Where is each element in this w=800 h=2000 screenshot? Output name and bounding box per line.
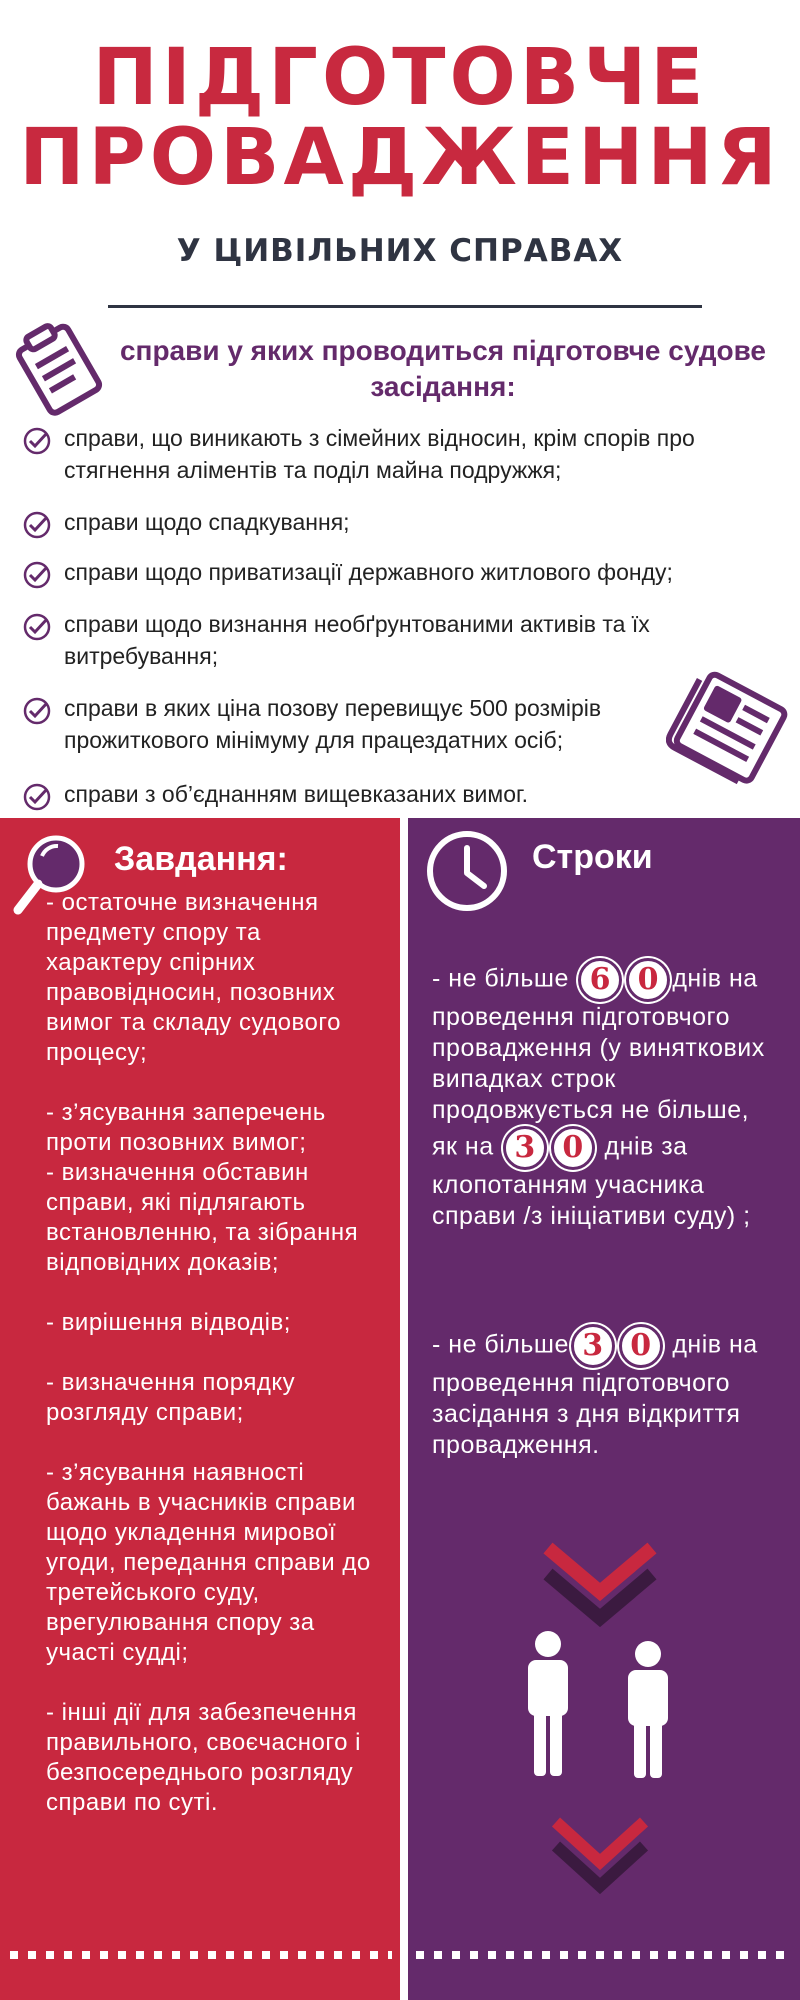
checkmark-icon — [20, 426, 54, 456]
digit-badge: 3 — [503, 1126, 547, 1170]
case-text: справи, що виникають з сімейних відносин, крім спорів про стягнення аліментів та поділ майна подружжя; — [64, 425, 695, 483]
dotted-divider — [0, 1951, 800, 1959]
clock-icon — [424, 828, 510, 914]
term-1-prefix: - не більше — [432, 964, 569, 993]
checkmark-icon — [20, 782, 54, 812]
checkmark-icon — [20, 612, 54, 642]
term-2-prefix: - не більше — [432, 1330, 569, 1359]
case-text: справи щодо визнання необґрунтованими активів та їх витребування; — [64, 611, 650, 669]
terms-title: Строки — [532, 838, 653, 876]
list-item: - з’ясування заперечень проти позовних вимог; — [46, 1099, 326, 1156]
digit-badge: 6 — [578, 958, 622, 1002]
checkmark-icon — [20, 510, 54, 540]
chevron-down-icon — [540, 1540, 660, 1630]
newspaper-icon — [666, 670, 796, 788]
divider — [108, 305, 702, 308]
list-item — [20, 608, 760, 672]
term-2 — [432, 1324, 772, 1461]
title-line-2: ПРОВАДЖЕННЯ — [19, 113, 781, 203]
case-text: справи щодо приватизації державного житлового фонду; — [64, 559, 673, 585]
bottom-section — [0, 818, 800, 2000]
list-item — [20, 778, 760, 812]
checkmark-icon — [20, 560, 54, 590]
people-icon — [516, 1630, 686, 1780]
tasks-list — [46, 888, 381, 1848]
term-1 — [432, 958, 772, 1232]
subtitle: У ЦИВІЛЬНИХ СПРАВАХ — [176, 233, 624, 269]
digit-badge: 3 — [571, 1324, 615, 1368]
digit-badge: 0 — [626, 958, 670, 1002]
digit-badge: 0 — [551, 1126, 595, 1170]
term-1-text: днів на проведення підготовчого провадження (у виняткових випадках строк продовжується не більше, як на — [432, 964, 765, 1161]
list-item: - вирішення відводів; — [46, 1309, 291, 1336]
case-text: справи щодо спадкування; — [64, 509, 350, 535]
chevron-down-icon — [548, 1814, 652, 1898]
list-item: - остаточне визначення предмету спору та характеру спірних правовідносин, позовних вимог та складу судового процесу; — [46, 889, 341, 1066]
list-item — [20, 506, 760, 540]
list-item — [20, 556, 760, 590]
cases-heading: справи у яких проводиться підготовче судове засідання: — [119, 335, 767, 402]
case-text: справи в яких ціна позову перевищує 500 розмірів прожиткового мінімуму для працездатних осіб; — [64, 695, 602, 753]
term-2-text: днів на проведення підготовчого засідання з дня відкриття провадження. — [432, 1330, 758, 1459]
list-item: - інші дії для забезпечення правильного, своєчасного і безпосереднього розгляду справи по суті. — [46, 1699, 361, 1816]
list-item: - визначення обставин справи, які підлягають встановленню, та зібрання відповідних доказів; — [46, 1159, 359, 1276]
list-item — [20, 422, 760, 486]
list-item: - з’ясування наявності бажань в учасників справи щодо укладення мирової угоди, передання справи до третейського суду, врегулювання спору за участі судді; — [46, 1459, 371, 1666]
clipboard-icon — [8, 318, 108, 418]
term-1-end: днів за клопотанням учасника справи /з ініціативи суду) ; — [432, 1132, 751, 1230]
case-text: справи з об’єднанням вищевказаних вимог. — [64, 781, 528, 807]
tasks-title: Завдання: — [114, 840, 288, 878]
title-line-1: ПІДГОТОВЧЕ — [92, 33, 708, 123]
checkmark-icon — [20, 696, 54, 726]
list-item — [20, 692, 660, 756]
digit-badge: 0 — [619, 1324, 663, 1368]
list-item: - визначення порядку розгляду справи; — [46, 1369, 296, 1426]
